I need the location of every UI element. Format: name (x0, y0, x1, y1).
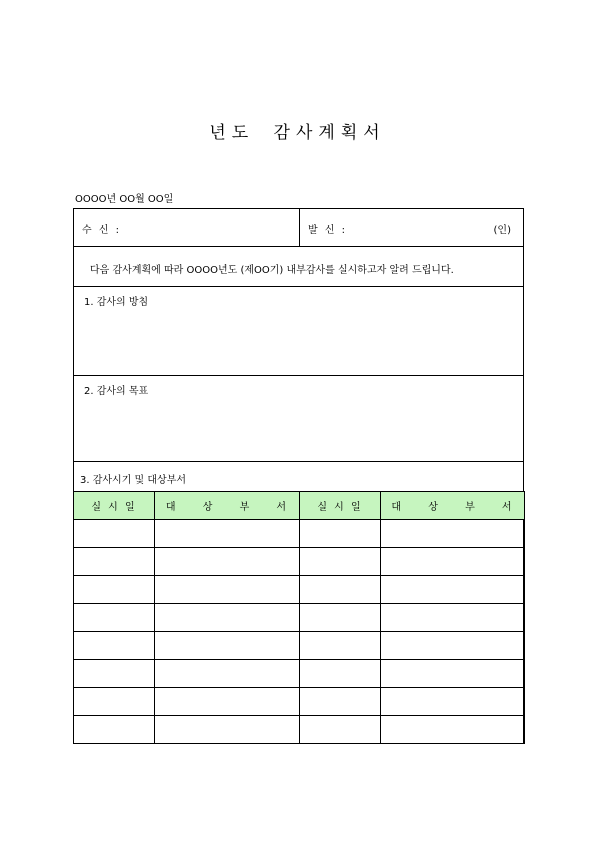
header-dept-2: 대 상 부 서 (381, 492, 525, 520)
dept-cell[interactable] (155, 576, 300, 604)
date-cell[interactable] (300, 688, 381, 716)
date-cell[interactable] (74, 632, 155, 660)
schedule-body (74, 520, 525, 744)
sender-label: 발 신 : (308, 225, 348, 236)
recipient-label: 수 신 : (82, 225, 122, 236)
audit-policy-label: 1. 감사의 방침 (84, 297, 149, 308)
table-row (74, 604, 525, 632)
date-cell[interactable] (74, 576, 155, 604)
schedule-table (73, 491, 525, 744)
dept-cell[interactable] (381, 688, 525, 716)
date-cell[interactable] (300, 576, 381, 604)
header-date-2: 실 시 일 (300, 492, 381, 520)
intro-text: 다음 감사계획에 따라 OOOO년도 (제OO기) 내부감사를 실시하고자 알려 드립니다. (90, 265, 454, 276)
dept-cell[interactable] (155, 716, 300, 744)
header-dept-1: 대 상 부 서 (155, 492, 300, 520)
date-cell[interactable] (300, 548, 381, 576)
header-date-1: 실 시 일 (74, 492, 155, 520)
dept-cell[interactable] (155, 604, 300, 632)
date-cell[interactable] (300, 604, 381, 632)
dept-cell[interactable] (381, 576, 525, 604)
table-row (74, 688, 525, 716)
dept-cell[interactable] (381, 660, 525, 688)
dept-cell[interactable] (155, 660, 300, 688)
date-cell[interactable] (74, 716, 155, 744)
table-row (74, 520, 525, 548)
date-cell[interactable] (74, 660, 155, 688)
document-title: 년도 감사계획서 (209, 123, 386, 143)
audit-period-label: 3. 감사시기 및 대상부서 (80, 475, 187, 486)
recipient-sender-row (74, 209, 523, 247)
document-date: OOOO년 OO월 OO일 (75, 194, 174, 205)
table-row (74, 716, 525, 744)
date-cell[interactable] (74, 604, 155, 632)
audit-goal-section[interactable] (74, 376, 523, 462)
dept-cell[interactable] (155, 520, 300, 548)
seal-label: (인) (493, 225, 511, 236)
dept-cell[interactable] (155, 632, 300, 660)
audit-period-section (74, 462, 523, 492)
date-cell[interactable] (300, 520, 381, 548)
table-row (74, 576, 525, 604)
date-cell[interactable] (74, 548, 155, 576)
dept-cell[interactable] (381, 604, 525, 632)
dept-cell[interactable] (155, 548, 300, 576)
table-row (74, 548, 525, 576)
dept-cell[interactable] (381, 548, 525, 576)
audit-goal-label: 2. 감사의 목표 (84, 386, 149, 397)
table-row (74, 660, 525, 688)
date-cell[interactable] (300, 716, 381, 744)
intro-row (74, 247, 523, 287)
date-cell[interactable] (300, 632, 381, 660)
dept-cell[interactable] (381, 716, 525, 744)
audit-plan-form (73, 208, 524, 744)
dept-cell[interactable] (381, 632, 525, 660)
date-cell[interactable] (74, 688, 155, 716)
audit-policy-section[interactable] (74, 287, 523, 376)
date-cell[interactable] (300, 660, 381, 688)
date-cell[interactable] (74, 520, 155, 548)
dept-cell[interactable] (381, 520, 525, 548)
recipient-cell[interactable] (74, 209, 300, 246)
table-row (74, 632, 525, 660)
schedule-header-row (74, 492, 525, 520)
dept-cell[interactable] (155, 688, 300, 716)
